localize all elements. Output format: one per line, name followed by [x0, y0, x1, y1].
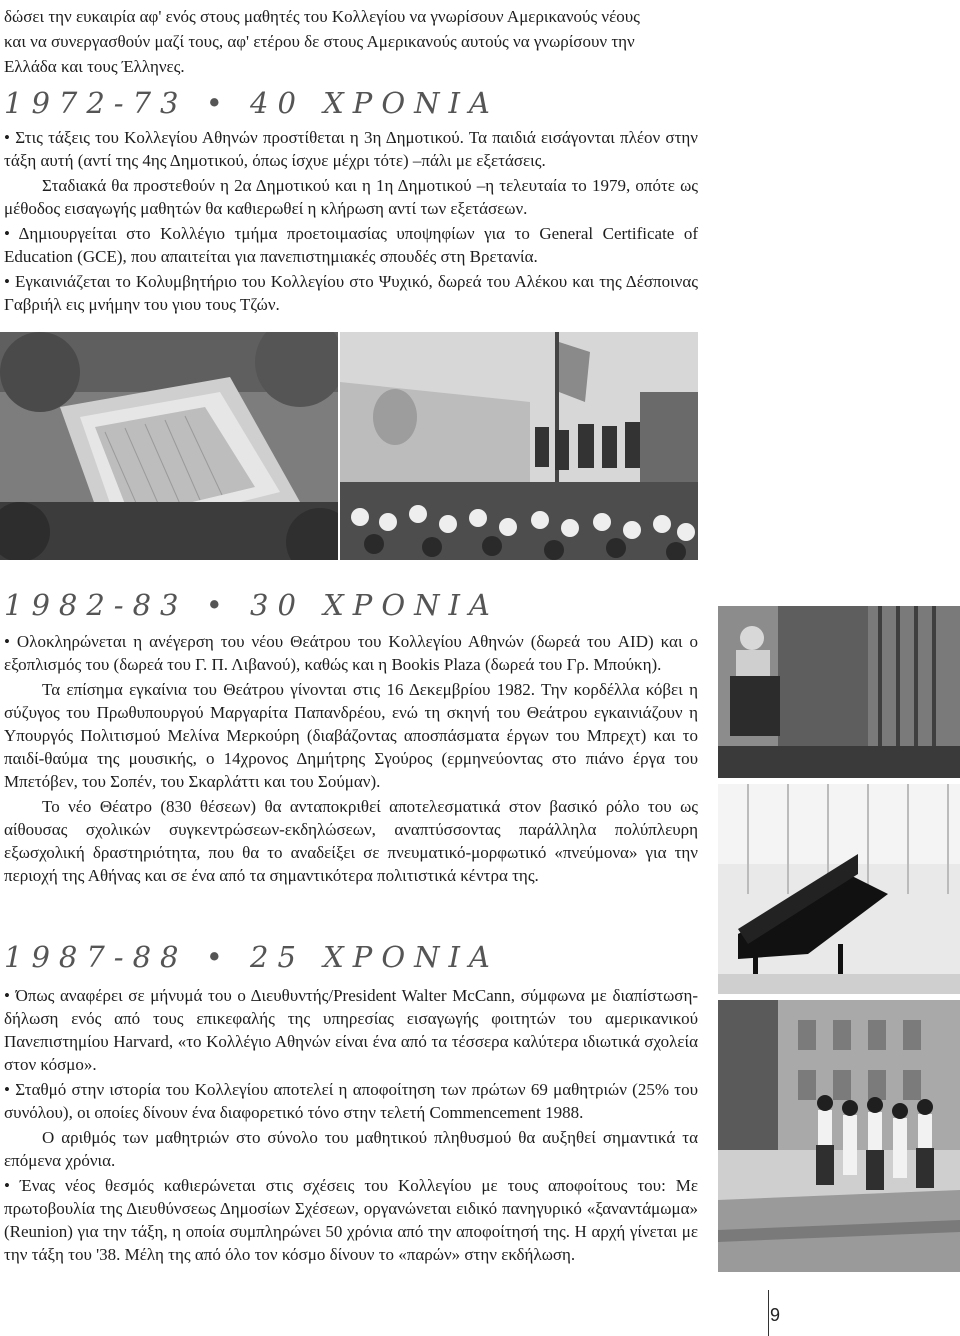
paragraph: • Στις τάξεις του Κολλεγίου Αθηνών προστίθεται η 3η Δημοτικού. Τα παιδιά εισάγονται πλέον στην τάξη αυτή (αντί της 4ης Δημοτικού, όπως ίσχυε μέχρι τότε) –πάλι με εξετάσεις. [4, 128, 698, 170]
intro-text [4, 5, 698, 80]
section-heading-1972: 1972-73 • 40 ΧΡΟΝΙΑ [4, 86, 499, 120]
piano-photo [718, 784, 960, 994]
intro-line: Ελλάδα και τους Έλληνες. [4, 57, 185, 76]
page-number-rule [768, 1290, 769, 1336]
speaker-image [718, 606, 960, 778]
paragraph: Τα επίσημα εγκαίνια του Θεάτρου γίνονται στις 16 Δεκεμβρίου 1982. Την κορδέλλα κόβει η σύζυγος του Πρωθυπουργού Μαργαρίτα Παπανδρέου, ενώ τη σκηνή του Θεάτρου εγκαινιάζουν η Υπουργός Πολιτισμού Μελίνα Μερκούρη (διαβάζοντας αποσπάσματα έργων του Μπρεχτ) και το παιδί-θαύμα της μουσικής, ο 14χρονος Δημήτρης Σγούρος (ερμηνεύοντας στο πιάνο έργα του Μπετόβεν, του Σοπέν, του Σκαρλάττι και του Σούμαν). [4, 680, 698, 791]
page-number: 9 [769, 1305, 780, 1325]
paragraph: • Εγκαινιάζεται το Κολυμβητήριο του Κολλεγίου στο Ψυχικό, δωρεά του Αλέκου και της Δέσποινας Γαβριήλ εις μνήμην του γιου τους Τζών. [4, 272, 698, 314]
piano-image [718, 784, 960, 994]
intro-line: και να συνεργασθούν μαζί τους, αφ' ετέρου δε στους Αμερικανούς αυτούς να γνωρίσουν την [4, 32, 635, 51]
paragraph: • Σταθμό στην ιστορία του Κολλεγίου αποτελεί η αποφοίτηση των πρώτων 69 μαθητριών (25% του συνόλου), οι οποίες δίνουν ένα διαφορετικό τόνο στην τελετή Commencement 1988. [4, 1080, 698, 1122]
swimming-pool-photo [0, 332, 338, 560]
paragraph: Το νέο Θέατρο (830 θέσεων) θα ανταποκριθεί αποτελεσματικά στον βασικό ρόλο του ως αίθουσας σχολικών συγκεντρώσεων-εκδηλώσεων, αναπτύσσοντας παράλληλα πολύπλευρη εξωσχολική δραστηριότητα, που θα το αναδείξει σε πνευματικό-μορφωτικό «πνεύμονα» για την περιοχή της Αθήνας και σε ένα από τα σημαντικότερα πολιτιστικά κέντρα της. [4, 797, 698, 885]
paragraph: • Δημιουργείται στο Κολλέγιο τμήμα προετοιμασίας υποψηφίων για το General Certificate of Education (GCE), που απαιτείται για πανεπιστημιακές σπουδές στη Βρετανία. [4, 224, 698, 266]
graduation-image [718, 1000, 960, 1272]
graduation-photo [718, 1000, 960, 1272]
swimming-pool-image [0, 332, 338, 560]
paragraph: • Ένας νέος θεσμός καθιερώνεται στις σχέσεις του Κολλεγίου με τους αποφοίτους του: Με πρωτοβουλία της Διευθύνσεως Δημοσίων Σχέσεων, οργανώνεται ειδικό πανηγυρικό «ξαναντάμωμα» (Reunion) για την τάξη, η οποία συμπληρώνει 50 χρόνια από την αποφοίτησή της. Η αρχή γίνεται με την τάξη του '38. Μέλη της από όλο τον κόσμο δίνουν το «παρών» στην εκδήλωση. [4, 1176, 698, 1264]
paragraph: • Όπως αναφέρει σε μήνυμά του ο Διευθυντής/President Walter McCann, σύμφωνα με διαπίστωση-δήλωση ενός από τους επικεφαλής της υπηρεσίας εισαγωγής φοιτητών του αμερικανικού Πανεπιστημίου Harvard, «το Κολλέγιο Αθηνών είναι ένα από τα τέσσερα καλύτερα ιδιωτικά σχολεία στον κόσμο». [4, 986, 698, 1074]
section-1972-text [4, 126, 698, 318]
pool-inauguration-photo [340, 332, 698, 560]
paragraph: • Ολοκληρώνεται η ανέγερση του νέου Θεάτρου του Κολλεγίου Αθηνών (δωρεά του AID) και ο εξοπλισμός του (δωρεά του Γ. Π. Λιβανού), καθώς και η Bookis Plaza (δωρεά του Γρ. Μπούκη). [4, 632, 698, 674]
section-1987-text [4, 984, 698, 1268]
ceremony-image [340, 332, 698, 560]
paragraph: Ο αριθμός των μαθητριών στο σύνολο του μαθητικού πληθυσμού θα αυξηθεί σημαντικά τα επόμενα χρόνια. [4, 1128, 698, 1170]
section-heading-1982: 1982-83 • 30 ΧΡΟΝΙΑ [4, 588, 499, 622]
section-1982-text [4, 630, 698, 889]
theatre-speaker-photo [718, 606, 960, 778]
section-heading-1987: 1987-88 • 25 ΧΡΟΝΙΑ [4, 940, 499, 974]
intro-line: δώσει την ευκαιρία αφ' ενός στους μαθητές του Κολλεγίου να γνωρίσουν Αμερικανούς νέους [4, 7, 640, 26]
paragraph: Σταδιακά θα προστεθούν η 2α Δημοτικού και η 1η Δημοτικού –η τελευταία το 1979, οπότε ως μέθοδος εισαγωγής μαθητών θα καθιερωθεί η κλήρωση αντί των εξετάσεων. [4, 176, 698, 218]
